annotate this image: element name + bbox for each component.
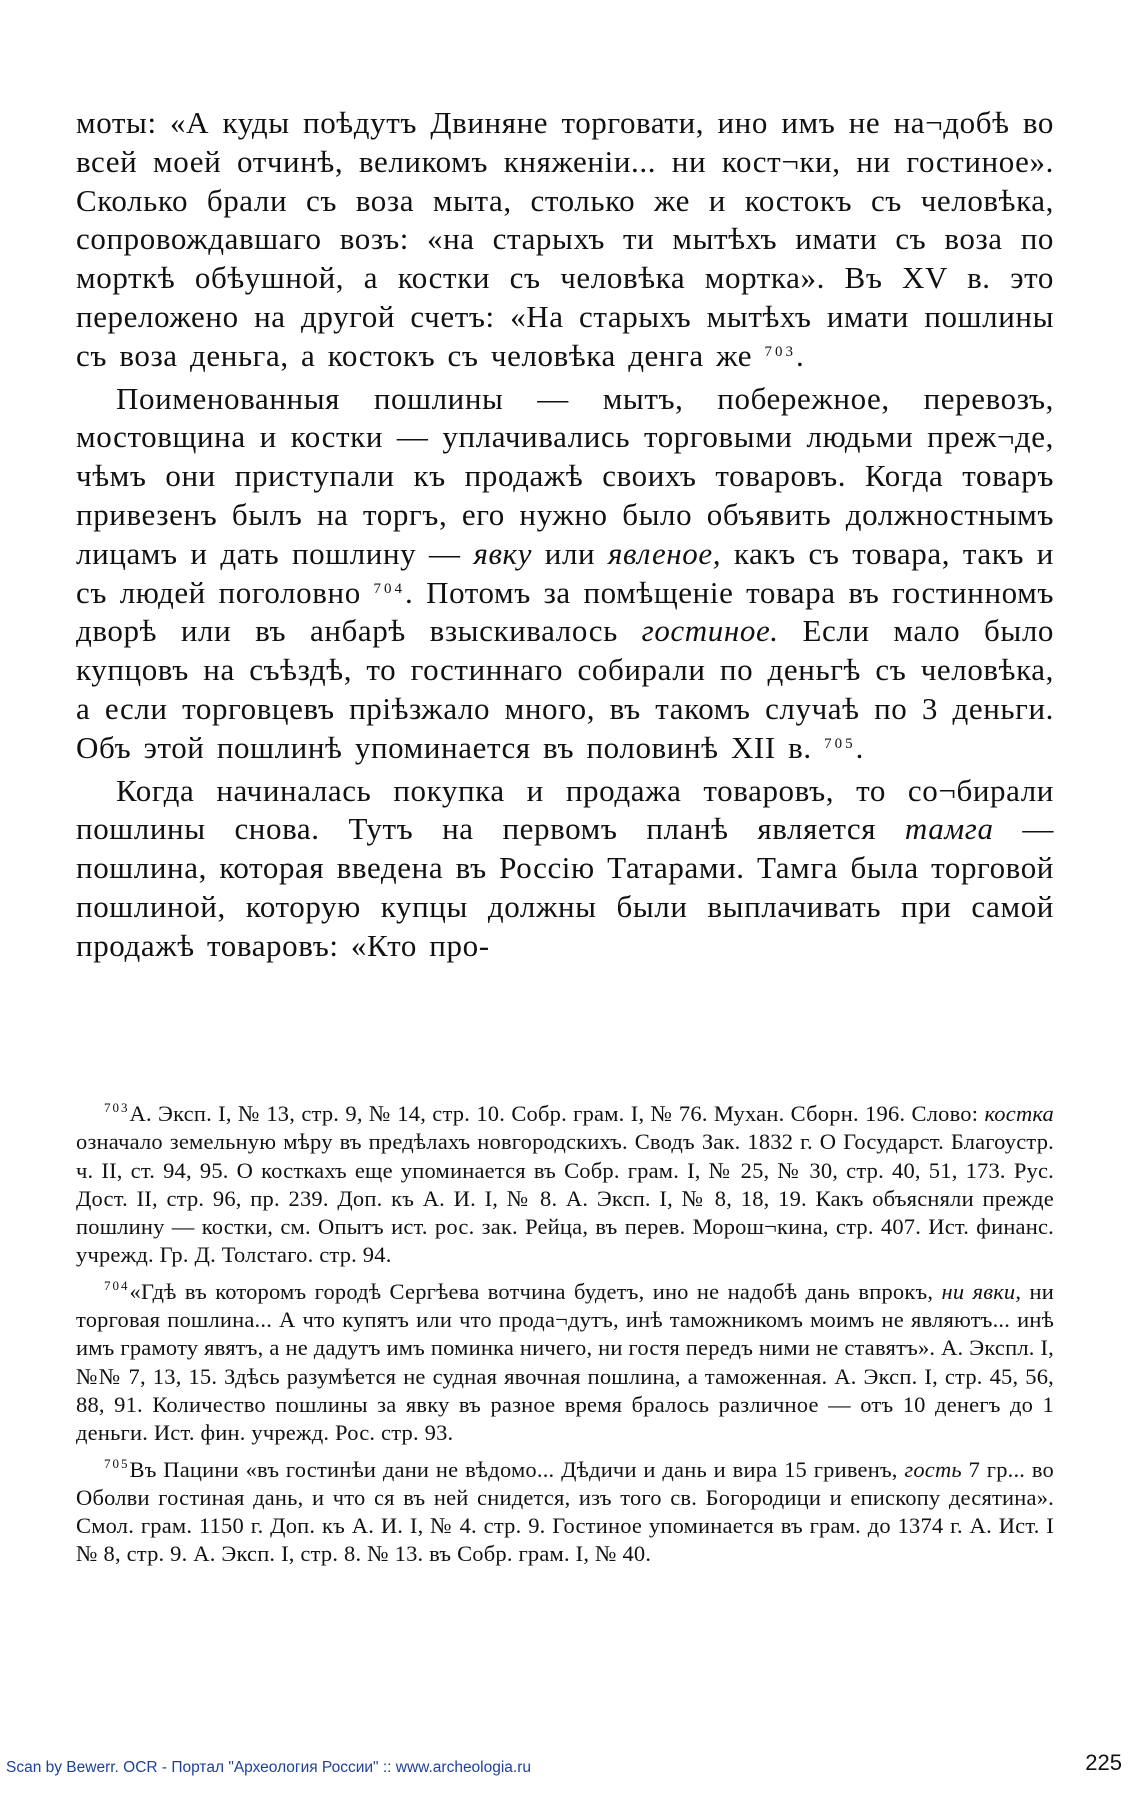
footnote-705-part-a: Въ Пацини «въ гостинѣи дани не вѣдомо... Дѣдичи и дань и вира 15 гривенъ, [129, 1456, 898, 1482]
footnote-704 [76, 1278, 1054, 1448]
footnote-ref-703[interactable]: 703 [764, 343, 796, 360]
paragraph-2-part-c: какъ съ товара, такъ и съ людей поголовно [76, 535, 1054, 610]
paragraph-3 [76, 772, 1054, 966]
paragraph-2-part-e: Если мало было купцовъ на съѣздѣ, то гостиннаго собирали по деньгѣ съ человѣка, а если торговцевъ пріѣзжало много, въ такомъ случаѣ по 3 деньги. Объ этой пошлинѣ упоминается въ половинѣ XII в. [76, 613, 1054, 765]
footnote-703-part-b: означало земельную мѣру въ предѣлахъ новгородскихъ. Сводъ Зак. 1832 г. О Государст. Благоустр. ч. II, ст. 94, 95. О косткахъ еще упоминается въ Собр. грам. I, № 25, № 30, стр. 40, 51, 173. Рус. Дост. II, стр. 96, пр. 239. Доп. къ А. И. I, № 8. А. Эксп. I, № 8, 18, 19. Какъ объясняли прежде пошлину — костки, см. Опытъ ист. рос. зак. Рейца, въ перев. Морош¬кина, стр. 407. Ист. финанс. учрежд. Гр. Д. Толстаго. стр. 94. [76, 1129, 1054, 1268]
footnote-ref-704[interactable]: 704 [373, 580, 406, 597]
footnote-704-part-b: ни торговая пошлина... А что купятъ или что прода¬дутъ, инѣ таможникомъ моимъ не являютъ... инѣ имъ грамоту явятъ, а не дадутъ имъ поминка ничего, ни гостя передъ ними не ставятъ». А. Экспл. I, №№ 7, 13, 15. Здѣсь разумѣется не судная явочная пошлина, а таможенная. А. Эксп. I, стр. 45, 56, 88, 91. Количество пошлины за явку въ разное время бралось различное — отъ 10 денегъ до 1 деньги. Ист. фин. учрежд. Рос. стр. 93. [76, 1278, 1055, 1446]
paragraph-1-end: . [795, 337, 805, 373]
footnotes [76, 1100, 1054, 1577]
term-tamga: тамга [904, 811, 994, 847]
footnote-704-number: 704 [104, 1277, 130, 1293]
paragraph-2-part-b: или [544, 535, 596, 571]
term-gostinoe: гостиное. [641, 613, 779, 649]
scan-credit-footer[interactable]: Scan by Bewerr. OCR - Портал "Археология России" :: www.archeologia.ru [6, 1759, 532, 1776]
term-yavka: явку [473, 535, 532, 571]
footnote-705-number: 705 [104, 1455, 130, 1471]
paragraph-1-text: моты: «А куды поѣдутъ Двиняне торговати, ино имъ не на¬добѣ во всей моей отчинѣ, великомъ княженіи... ни кост¬ки, ни гостиное». Сколько брали съ воза мыта, столько же и костокъ съ человѣка, сопровождавшаго возъ: «на старыхъ ти мытѣхъ имати съ воза по морткѣ обѣушной, а костки съ человѣка мортка». Въ XV в. это переложено на другой счетъ: «На старыхъ мытѣхъ имати пошлины съ воза деньга, а костокъ съ человѣка денга же [76, 105, 1054, 373]
term-ni-yavki: ни явки, [941, 1278, 1022, 1304]
paragraph-3-part-b: — пошлина, которая введена въ Россію Татарами. Тамга была торговой пошлиной, которую купцы должны были выплачивать при самой продажѣ товаровъ: «Кто про- [76, 811, 1054, 963]
paragraph-2-end: . [855, 729, 864, 765]
footnote-ref-705[interactable]: 705 [824, 735, 856, 752]
term-kostka: костка [984, 1101, 1055, 1126]
paragraph-2-part-a: Поименованныя пошлины — мытъ, побережное, перевозъ, мостовщина и костки — уплачивались торговыми людьми преж¬де, чѣмъ они приступали къ продажѣ своихъ товаровъ. Когда товаръ привезенъ былъ на торгъ, его нужно было объявить должностнымъ лицамъ и дать пошлину — [76, 380, 1054, 571]
paragraph-2-part-d: . Потомъ за помѣщеніе товара въ гостинномъ дворѣ или въ анбарѣ взыскивалось [76, 574, 1054, 649]
footnote-705-part-b: 7 гр... во Оболви гостиная дань, и что ся въ ней снидется, изъ того св. Богородици и епископу десятина». Смол. грам. 1150 г. Доп. къ А. И. I, № 4. стр. 9. Гостиное упоминается въ грам. до 1374 г. А. Ист. I № 8, стр. 9. А. Эксп. I, стр. 8. № 13. въ Собр. грам. I, № 40. [76, 1456, 1054, 1567]
footnote-703 [76, 1100, 1054, 1270]
footnote-705 [76, 1456, 1054, 1569]
term-yavlenoe: явленое, [607, 535, 722, 571]
footnote-704-part-a: «Гдѣ въ которомъ городѣ Сергѣева вотчина будетъ, ино не надобѣ дань впрокъ, [129, 1278, 934, 1304]
footnote-703-part-a: А. Эксп. I, № 13, стр. 9, № 14, стр. 10. Собр. грам. I, № 76. Мухан. Сборн. 196. Слово: [129, 1101, 979, 1126]
paragraph-2 [76, 380, 1054, 768]
footnote-703-number: 703 [104, 1100, 130, 1115]
term-gost: гость [904, 1456, 962, 1482]
page-number: 225 [1085, 1750, 1122, 1775]
paragraph-3-part-a: Когда начиналась покупка и продажа товаровъ, то со¬бирали пошлины снова. Тутъ на первомъ планѣ является [76, 772, 1054, 847]
paragraph-1 [76, 104, 1054, 376]
main-text [76, 104, 1054, 966]
